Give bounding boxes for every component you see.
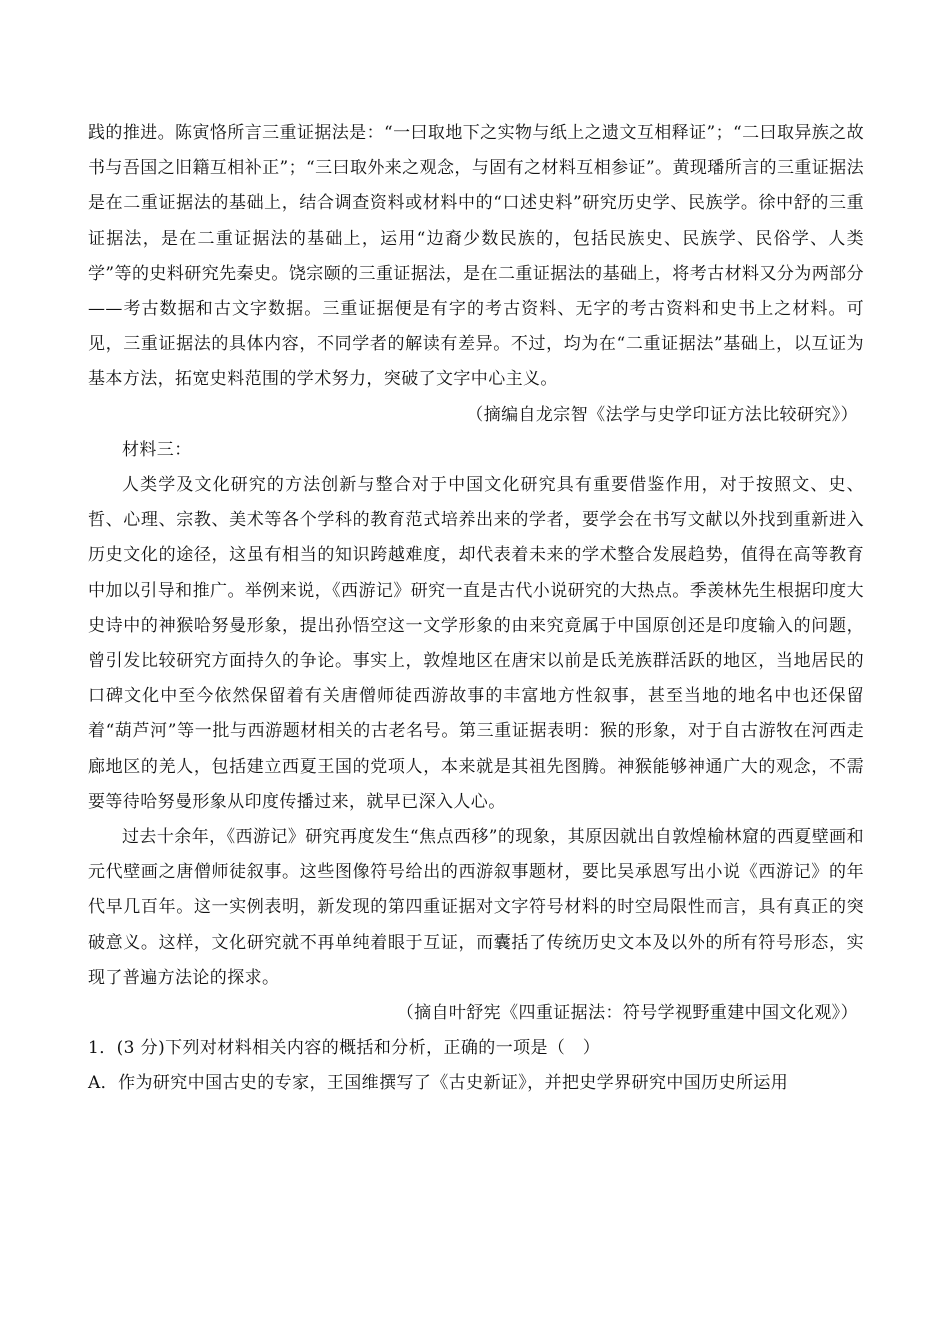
paragraph-material-two-end: 践的推进。陈寅恪所言三重证据法是：“一曰取地下之实物与纸上之遗文互相释证”；“二曰取异族之故书与吾国之旧籍互相补正”；“三曰取外来之观念，与固有之材料互相参证”。黄现璠所言的三重证据法是在二重证据法的基础上，结合调查资料或材料中的“口述史料”研究历史学、民族学。徐中舒的三重证据法，是在二重证据法的基础上，运用“边裔少数民族的，包括民族史、民族学、民俗学、人类学”等的史料研究先秦史。饶宗颐的三重证据法，是在二重证据法的基础上，将考古材料又分为两部分——考古数据和古文字数据。三重证据便是有字的考古资料、无字的考古资料和史书上之材料。可见，三重证据法的具体内容，不同学者的解读有差异。不过，均为在“二重证据法”基础上，以互证为基本方法，拓宽史料范围的学术努力，突破了文字中心主义。	[88, 123, 864, 390]
source-citation-material-three: （摘自叶舒宪《四重证据法：符号学视野重建中国文化观》）	[396, 1003, 858, 1024]
paragraph-material-three-b: 过去十余年，《西游记》研究再度发生“焦点西移”的现象，其原因就出自敦煌榆林窟的西夏壁画和元代壁画之唐僧师徒叙事。这些图像符号给出的西游叙事题材，要比吴承恩写出小说《西游记》的年代早几百年。这一实例表明，新发现的第四重证据对文字符号材料的时空局限性而言，具有真正的突破意义。这样，文化研究就不再单纯着眼于互证，而囊括了传统历史文本及以外的所有符号形态，实现了普遍方法论的探求。	[88, 827, 864, 988]
paragraph-material-three-a: 人类学及文化研究的方法创新与整合对于中国文化研究具有重要借鉴作用，对于按照文、史、哲、心理、宗教、美术等各个学科的教育范式培养出来的学者，要学会在书写文献以外找到重新进入历史文化的途径，这虽有相当的知识跨越难度，却代表着未来的学术整合发展趋势，值得在高等教育中加以引导和推广。举例来说，《西游记》研究一直是古代小说研究的大热点。季羡林先生根据印度大史诗中的神猴哈努曼形象，提出孙悟空这一文学形象的由来究竟属于中国原创还是印度输入的问题，曾引发比较研究方面持久的争论。事实上，敦煌地区在唐宋以前是氐羌族群活跃的地区，当地居民的口碑文化中至今依然保留着有关唐僧师徒西游故事的丰富地方性叙事，甚至当地的地名中也还保留着“葫芦河”等一批与西游题材相关的古老名号。第三重证据表明：猴的形象，对于自古游牧在河西走廊地区的羌人，包括建立西夏王国的党项人，本来就是其祖先图腾。神猴能够神通广大的观念，不需要等待哈努曼形象从印度传播过来，就早已深入人心。	[88, 475, 864, 812]
source-citation-material-two: （摘编自龙宗智《法学与史学印证方法比较研究》）	[466, 404, 858, 425]
question-1-option-a: A．作为研究中国古史的专家，王国维撰写了《古史新证》，并把史学界研究中国历史所运用	[88, 1073, 789, 1094]
document-page	[88, 116, 864, 1102]
material-three-label: 材料三：	[122, 439, 192, 460]
question-1-stem: 1．(3 分)下列对材料相关内容的概括和分析，正确的一项是（ ）	[88, 1038, 601, 1059]
